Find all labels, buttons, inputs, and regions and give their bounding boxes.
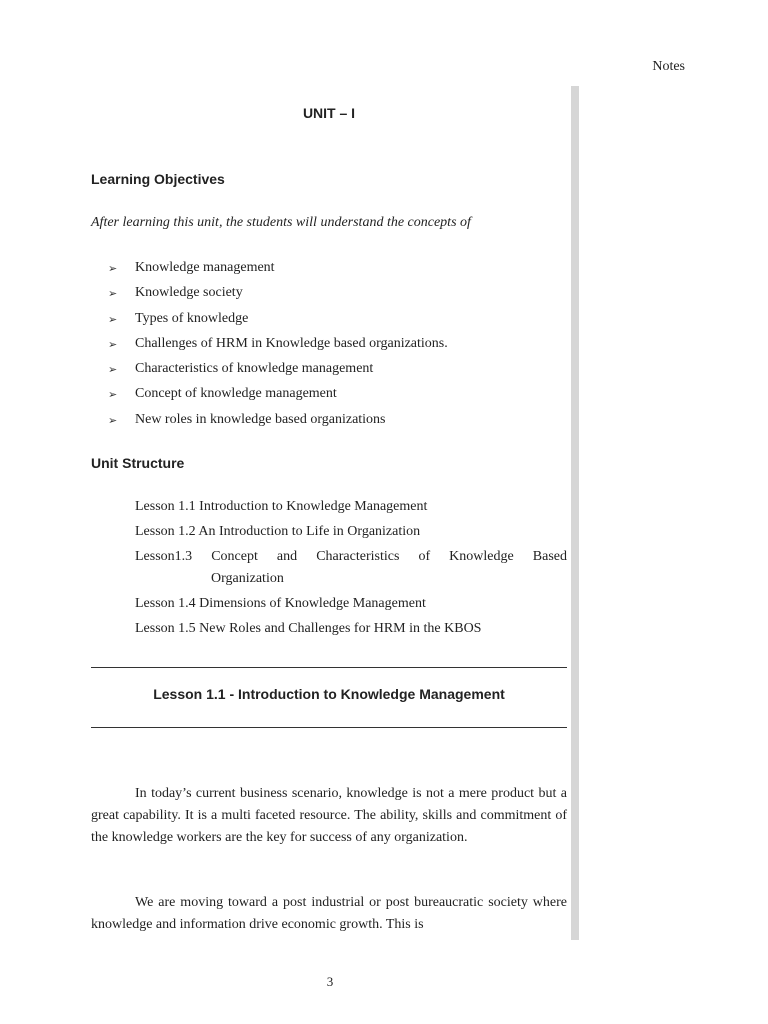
- objective-text: Types of knowledge: [135, 310, 249, 326]
- list-item: [108, 309, 448, 334]
- lesson-heading: Lesson 1.1 - Introduction to Knowledge Management: [153, 686, 505, 702]
- arrowhead-bullet-icon: ➢: [108, 263, 118, 275]
- unit-structure-heading: Unit Structure: [91, 455, 185, 471]
- unit-title: UNIT – I: [302, 105, 356, 121]
- lesson-entry: Lesson 1.5 New Roles and Challenges for HRM in the KBOS: [135, 621, 482, 636]
- divider-top: [91, 667, 567, 668]
- objective-text: Characteristics of knowledge management: [135, 361, 374, 377]
- lesson-entry: Lesson 1.2 An Introduction to Life in Organization: [135, 524, 421, 539]
- objective-text: Knowledge society: [135, 285, 243, 301]
- body-paragraph: We are moving toward a post industrial or post bureaucratic society where knowledge and information drive economic growth. This is: [91, 895, 567, 932]
- list-item: [108, 384, 448, 409]
- lesson-entry: Lesson1.3 Concept and Characteristics of Knowledge Based: [135, 549, 567, 564]
- lesson-entry: Lesson 1.1 Introduction to Knowledge Management: [135, 499, 428, 514]
- arrowhead-bullet-icon: ➢: [108, 364, 118, 377]
- notes-margin-bar: [571, 86, 579, 940]
- learning-objectives-heading: Learning Objectives: [91, 171, 225, 187]
- objective-text: Concept of knowledge management: [135, 386, 337, 402]
- list-item: [108, 359, 448, 384]
- objective-text: New roles in knowledge based organizations: [135, 411, 386, 427]
- objective-text: Challenges of HRM in Knowledge based organizations.: [135, 335, 448, 351]
- list-item: [108, 258, 448, 283]
- arrowhead-bullet-icon: ➢: [108, 313, 118, 326]
- objective-text: Knowledge management: [135, 260, 275, 275]
- objectives-intro: After learning this unit, the students will understand the concepts of: [91, 215, 471, 230]
- list-item: [108, 283, 448, 308]
- notes-label: Notes: [652, 59, 685, 74]
- lesson-entry-continuation: Organization: [211, 571, 284, 586]
- page-number: 3: [326, 974, 334, 989]
- lesson-entry: Lesson 1.4 Dimensions of Knowledge Management: [135, 596, 426, 611]
- arrowhead-bullet-icon: ➢: [108, 414, 118, 427]
- divider-bottom: [91, 727, 567, 728]
- body-paragraph: In today’s current business scenario, knowledge is not a mere product but a great capability. It is a multi faceted resource. The ability, skills and commitment of the knowledge workers are the key for success of any organization.: [91, 786, 567, 845]
- list-item: [108, 410, 448, 435]
- arrowhead-bullet-icon: ➢: [108, 389, 118, 402]
- arrowhead-bullet-icon: ➢: [108, 338, 118, 351]
- objectives-list: [108, 258, 448, 435]
- arrowhead-bullet-icon: ➢: [108, 288, 118, 301]
- unit-structure-list: [135, 497, 567, 644]
- list-item: [108, 334, 448, 359]
